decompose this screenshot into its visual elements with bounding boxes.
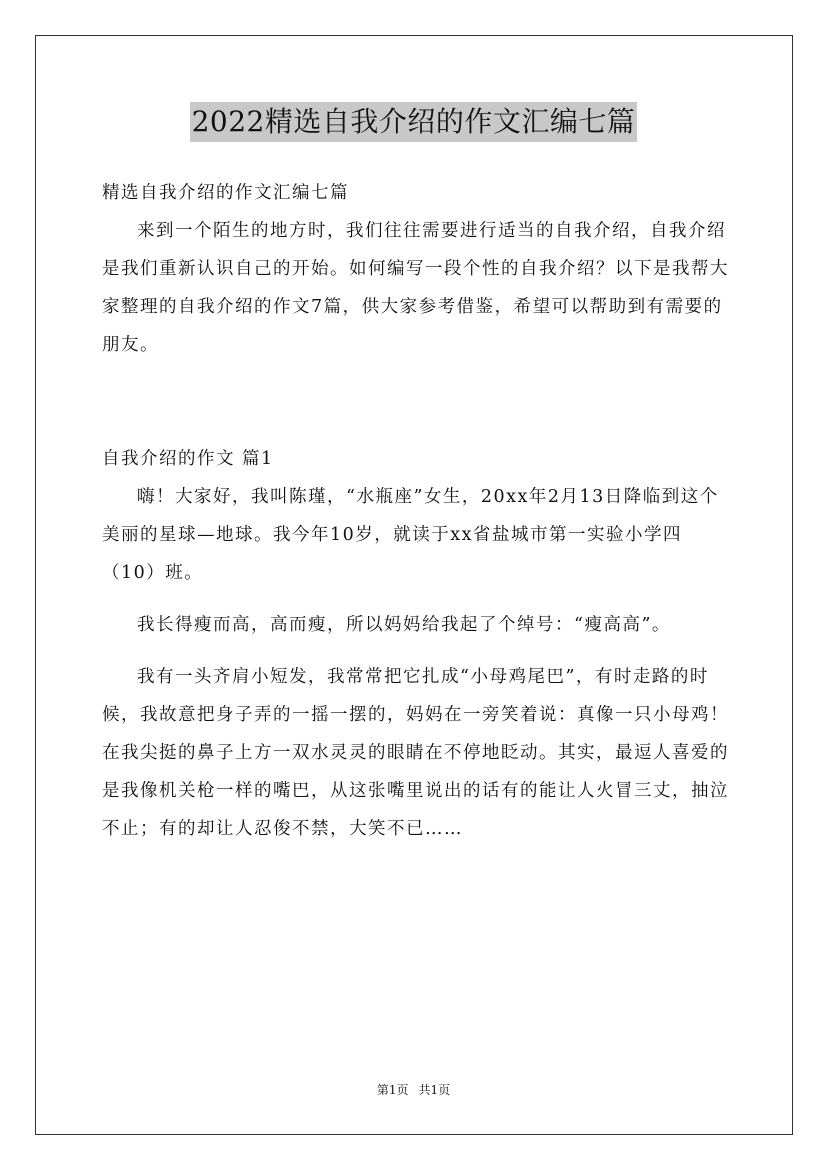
page-total: 共1页 <box>418 1083 451 1097</box>
section-heading: 自我介绍的作文 篇1 <box>102 449 274 469</box>
title-container <box>0 102 827 142</box>
body-paragraph: 我有一头齐肩小短发，我常常把它扎成“小母鸡尾巴”，有时走路的时候，我故意把身子弄的一摇一摆的，妈妈在一旁笑着说：真像一只小母鸡！在我尖挺的鼻子上方一双水灵灵的眼睛在不停地眨动。其实，最逗人喜爱的是我像机关枪一样的嘴巴，从这张嘴里说出的话有的能让人火冒三丈，抽泣不止；有的却让人忍俊不禁，大笑不已…… <box>102 667 729 839</box>
page-number: 第1页 <box>376 1083 409 1097</box>
body-paragraph: 我长得瘦而高，高而瘦，所以妈妈给我起了个绰号：“瘦高高”。 <box>137 615 671 635</box>
section-spacer <box>102 380 730 440</box>
document-body <box>102 174 730 862</box>
body-paragraph: 嗨！大家好，我叫陈瑾，“水瓶座”女生，20xx年2月13日降临到这个美丽的星球—地球。我今年10岁，就读于xx省盐城市第一实验小学四（10）班。 <box>102 487 719 583</box>
subtitle: 精选自我介绍的作文汇编七篇 <box>102 183 349 203</box>
page-footer <box>0 1082 827 1098</box>
document-title: 2022精选自我介绍的作文汇编七篇 <box>190 102 638 142</box>
intro-paragraph: 来到一个陌生的地方时，我们往往需要进行适当的自我介绍，自我介绍是我们重新认识自己的开始。如何编写一段个性的自我介绍？以下是我帮大家整理的自我介绍的作文7篇，供大家参考借鉴，希望可以帮助到有需要的朋友。 <box>102 221 729 355</box>
